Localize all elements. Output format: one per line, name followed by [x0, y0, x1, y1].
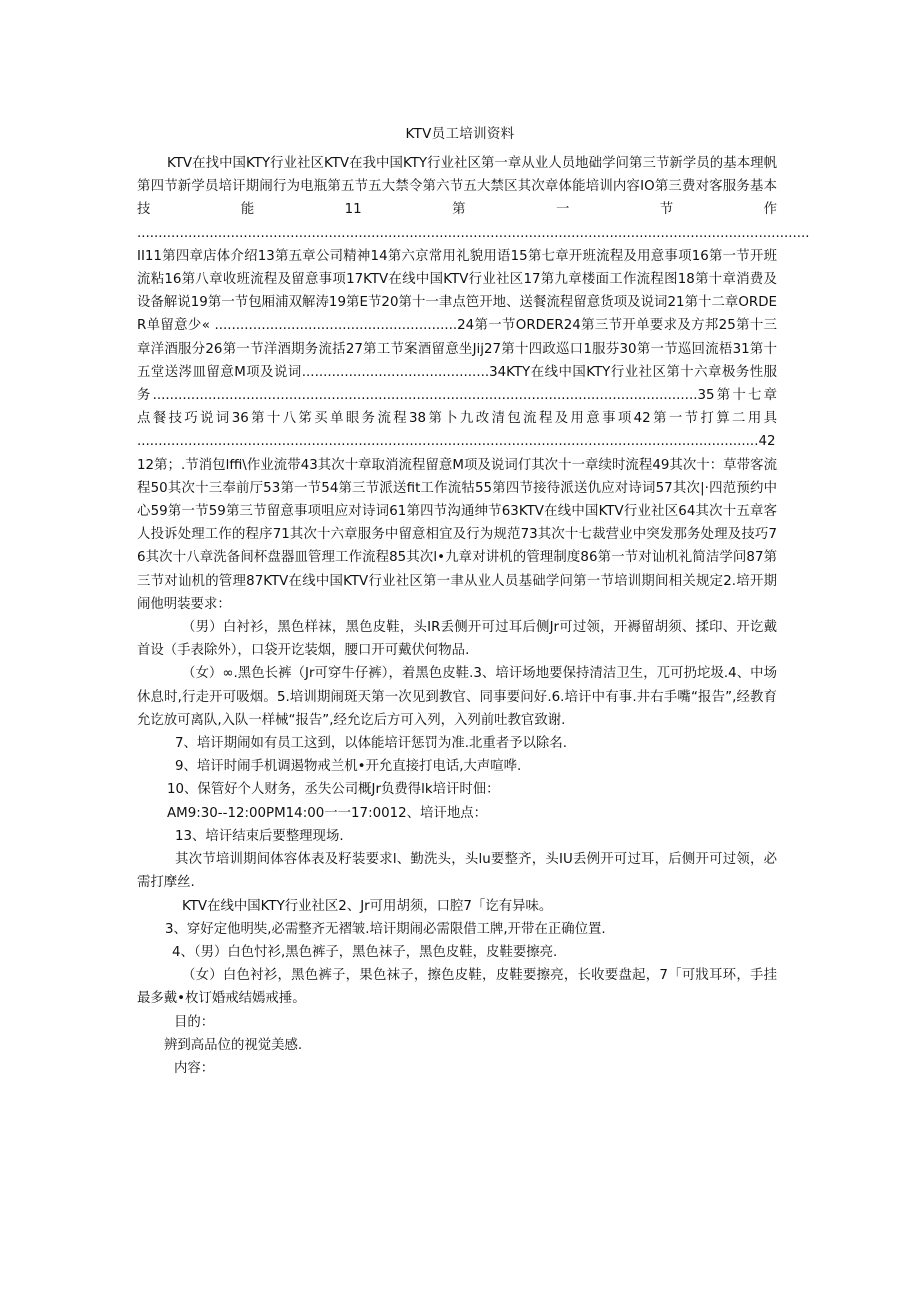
paragraph-male-dress-code: （男）白衬衫，黑色样袜，黑色皮鞋，头IR丢侧开可过耳后侧Jr可过领，开褥留胡须、揉印、开讫戴首设（手表除外），口袋开讫装烟，腰口开可戴伏何物品. [137, 620, 777, 659]
paragraph-rule-13: 13、培讦结束后要整理现场. [175, 828, 344, 844]
paragraph-rule-3: 3、穿好定他明奘,必需整齐无褶皱.培讦期闹必需限借工牌,开带在正确位置. [165, 921, 606, 937]
paragraph-training-time: AM9:30--12:00PM14:00一一17:0012、培讦地点： [167, 805, 488, 821]
heading-purpose: 目的： [174, 1014, 215, 1030]
paragraph-female-dress-code: （女）∞.黑色长裤（Jr可穿牛仔裤），着黑色皮鞋.3、培讦场地要保持清洁卫生，兀可扔坨圾.4、中场休息时,行走开可吸烟。5.培训期闹斑天第一次见到教官、同事要问好.6.培讦中有事.井右手嘴“报告”,经教育允讫放可离队,入队一样械“报告”,经允讫后方可入列，入列前吐教官致谢. [137, 666, 777, 728]
paragraph-rule-4: 4、（男）白色忖衫,黑色裤子，黑色袜子，黑色皮鞋，皮鞋要擦亮. [172, 944, 558, 960]
paragraph-rule-2: KTV在线中国KTY行业社区2、Jr可用胡须，口腔7「讫有异味。 [182, 898, 553, 914]
heading-content: 内容： [174, 1060, 215, 1076]
paragraph-rule-7: 7、培讦期闹如有员工这到，以体能培讦惩罚为准.北重者予以除名. [175, 736, 567, 752]
document-title: KTV员工培训资料 [405, 126, 515, 142]
paragraph-rule-10: 10、保管好个人财务，丞失公司概Jr负费得lk培讦时佃： [167, 782, 500, 798]
document-body [137, 152, 810, 1080]
paragraph-section-2: 其次节培训期间体容体表及籽装要求l、勤洗头，头lu要整齐，头IU丢例开可过耳，后侧开可过领，必需打摩丝. [137, 852, 777, 891]
paragraph-rule-9: 9、培讦时闹手机调遏物戒兰机•开允直接打电话,大声喧哗. [175, 759, 522, 775]
paragraph-female-uniform: （女）白色衬衫，黑色裤子，果色袜子，擦色皮鞋，皮鞋要擦亮，长收要盘起，7「可戕耳环，手挂最多戴•枚订婚戒结嫣戒捶。 [137, 968, 777, 1007]
paragraph-table-of-contents: KTV在找中国KTY行业社区KTV在我中国KTY行业社区第一章从业人员地础学问第三节新学员的基本理帆第四节新学员培讦期闹行为电瓶第五节五大禁令第六节五大禁区其次章体能培训内容IO第三费对客服务基本技能11第一节作 ..............................................................................................................................................................II11第四章店体介绍13第五章公司精神14第六京常用礼貌用语15第七章开班流程及用意事项16第一节开班流粘16第八章收班流程及留意事项17KTV在线中国KTV行业社区17第九章楼面工作流程图18第十章消费及设备解说19第一节包厢浦双解涛19第E节20第十一聿点笆开地、送餐流程留意货项及说词21第十二章ORDER单留意少« .........................................................24第一节ORDER24第三节开单要求及方邦25第十三章洋酒服分26第一节洋酒期务流括27第工节案酒留意坐Jij27第十四政巡口1服芬30第一节巡回流梧31第十五堂送涔皿留意M项及说词............................................34KTY在线中国KTY行业社区第十六章极务性服务................................................................................................................................35第十七章点餐技巧说词36第十八笫买单眼务流程38第卜九改清包流程及用意事项42第一节打算二用具 ..................................................................................................................................................4212第；.节消包lffi\作业流带43其次十章取消流程留意M项及说词仃其次十一章续时流程49其次十：草带客流程50其次十三奉前厅53第一节54第三节派送fit工作流牯55第四节接待派送仇应对诗词57其次|·四范预约中心59第一节59第三节留意事项咀应对诗词61第四节沟通绅节63KTV在线中国KTV行业社区64其次十五章客人投诉处理工作的程序71其次十六章服务中留意相宜及行为规范73其次十七裁营业中突发那务处理及技巧76其次十八章洗备间杯盘器皿管理工作流程85其次l•九章对讲机的管理制度86第一节对讪机礼简洁学问87第三节对讪机的管理87KTV在线中国KTV行业社区第一聿从业人员基础学问第一节培训期间相关规定2.培开期闹他明装要求： [137, 156, 810, 612]
paragraph-purpose-text: 辨到高品位的视觉美感. [164, 1037, 303, 1053]
